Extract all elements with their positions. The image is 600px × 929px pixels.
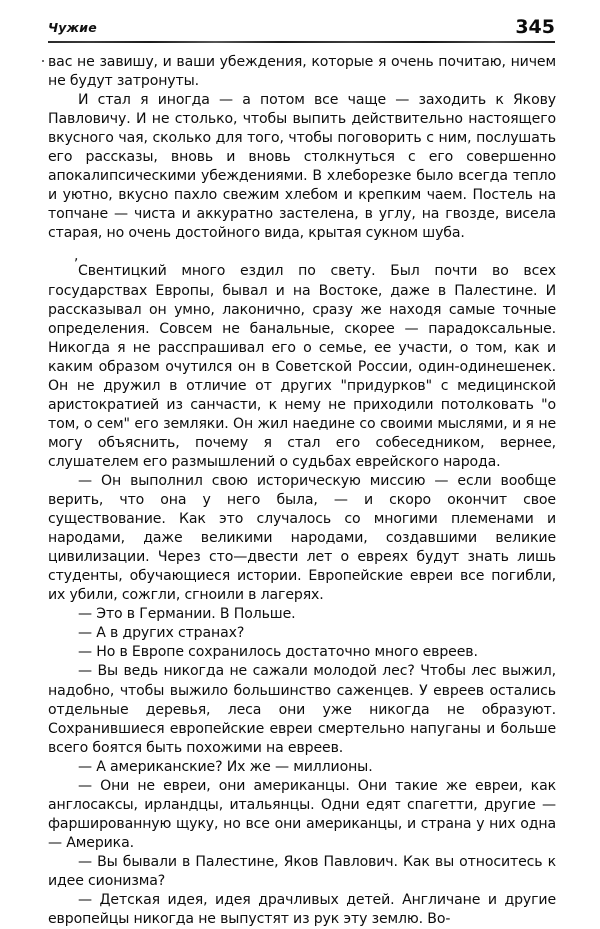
page-number: 345 [515, 16, 555, 38]
paragraph: — Но в Европе сохранилось достаточно много евреев. [78, 644, 478, 661]
scan-speck-artifact [42, 60, 44, 62]
header-rule [48, 41, 555, 43]
running-head-title: Чужие [48, 20, 97, 35]
paragraph: — А американские? Их же — миллионы. [78, 758, 373, 775]
running-head [48, 16, 555, 44]
body-text [48, 53, 556, 929]
paragraph: — Он выполнил свою историческую миссию — если вообще верить, что она у него была, — и скоро окончит свое существование. Как это случалось со многими племенами и народами, даже великими народами, создавшими великие цивилизации. Через сто—двести лет о евреях будут знать лишь студенты, обучающиеся истории. Европейские евреи все погибли, их убили, сожгли, сгноили в лагерях. [48, 472, 556, 604]
paragraph: вас не завишу, и ваши убеждения, которые я очень почитаю, ничем не будут затронуты. [48, 54, 556, 90]
paragraph: Свентицкий много ездил по свету. Был почти во всех государствах Европы, бывал и на Востоке, даже в Палестине. И рассказывал он умно, лаконично, сразу же находя самые точные определения. Совсем не банальные, скорее — парадоксальные. Никогда я не расспрашивал его о семье, ее участи, о том, как и каким образом очутился он в Советской России, один-одинешенек. Он не дружил в отличие от других "придурков" с медицинской аристократией из санчасти, к нему не приходили потолковать "о том, о сем" его земляки. Он жил наедине со своими мыслями, и я не могу объяснить, почему я стал его собеседником, вернее, слушателем его размышлений о судьбах еврейского народа. [48, 263, 556, 470]
paragraph: — А в других странах? [78, 625, 245, 642]
paragraph: — Вы бывали в Палестине, Яков Павлович. Как вы относитесь к идее сионизма? [48, 853, 556, 889]
stray-comma-artifact: , [74, 248, 79, 265]
paragraph: — Они не евреи, они американцы. Они такие же евреи, как англосаксы, ирландцы, итальянцы. Одни едят спагетти, другие — фаршированную щуку, но все они американцы, и страна у них одна — Америка. [48, 777, 556, 851]
paragraph: И стал я иногда — а потом все чаще — заходить к Якову Павловичу. И не столько, чтобы выпить действительно настоящего вкусного чая, сколько для того, чтобы поговорить с ним, послушать его рассказы, вновь и вновь столкнуться с его совершенно апокалипсическими убеждениями. В хлеборезке было всегда тепло и уютно, вкусно пахло свежим хлебом и крепким чаем. Постель на топчане — чиста и аккуратно застелена, в углу, на гвозде, висела старая, но очень достойного вида, крытая сукном шуба. [48, 92, 556, 242]
paragraph: — Это в Германии. В Польше. [78, 606, 296, 623]
paragraph: — Детская идея, идея драчливых детей. Англичане и другие европейцы никогда не выпустят из рук эту землю. Во- [48, 892, 556, 928]
paragraph: — Вы ведь никогда не сажали молодой лес? Чтобы лес выжил, надобно, чтобы выжило большинство саженцев. У евреев остались отдельные деревья, леса они уже никогда не образуют. Сохранившиеся европейские евреи смертельно напуганы и больше всего боятся быть похожими на евреев. [48, 663, 556, 756]
